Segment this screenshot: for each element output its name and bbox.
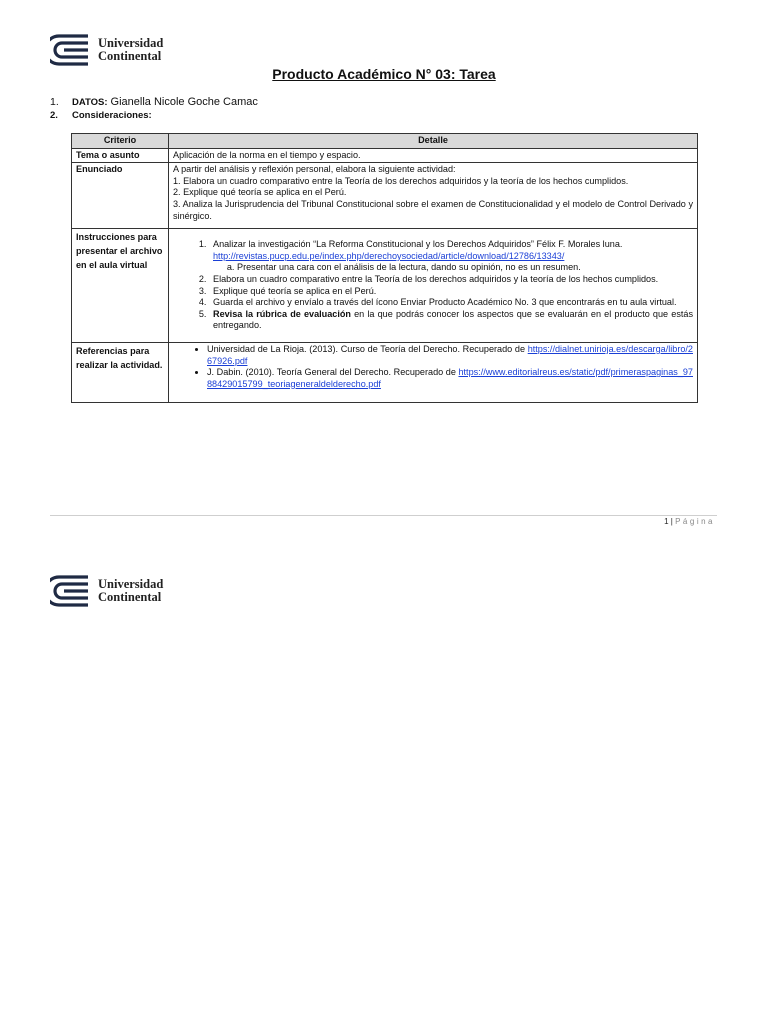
criterio-referencias: Referencias para realizar la actividad. — [72, 342, 169, 402]
logo-text-line2: Continental — [98, 590, 162, 604]
list-item: 3. Explique qué teoría se aplica en el Perú. — [209, 286, 693, 298]
reference-text: J. Dabin. (2010). Teoría General del Derecho. Recuperado de — [207, 367, 459, 378]
list-item: 2. Elabora un cuadro comparativo entre la Teoría de los derechos adquiridos y la teoría de los hechos cumplidos. — [209, 274, 693, 286]
page-separator: | — [668, 517, 676, 526]
instruction-text: en la que podrás conocer los aspectos que se evaluarán en el producto que estás entregando. — [213, 308, 693, 331]
dialnet-link[interactable]: https://dialnet.unirioja.es/descarga/libro/267926.pdf — [207, 343, 693, 366]
detalle-referencias — [169, 342, 698, 402]
references-list — [173, 344, 693, 390]
data-list — [50, 96, 258, 123]
editorialreus-link[interactable]: https://www.editorialreus.es/static/pdf/primeraspaginas_9788429015799_teoriageneraldelderecho.pdf — [207, 367, 693, 389]
detalle-instrucciones — [169, 229, 698, 343]
datos-label: DATOS: — [72, 97, 108, 108]
university-logo — [50, 33, 163, 67]
logo-text-line1: Universidad — [98, 577, 164, 591]
list-item — [207, 367, 693, 390]
enunciado-line: 1. Elabora un cuadro comparativo entre la Teoría de los derechos adquiridos y la teoría de los hechos cumplidos. — [173, 175, 629, 186]
list-number: 1. — [50, 96, 59, 108]
list-number: 2. — [50, 110, 58, 121]
enunciado-line: 2. Explique qué teoría se aplica en el Perú. — [173, 187, 347, 198]
sub-list — [213, 262, 693, 274]
reference-text: Universidad de La Rioja. (2013). Curso de Teoría del Derecho. Recuperado de — [207, 343, 528, 354]
table-row — [72, 148, 698, 163]
list-item-consideraciones — [50, 110, 258, 121]
criterio-enunciado: Enunciado — [72, 163, 169, 229]
list-item: 4. Guarda el archivo y envíalo a través del ícono Enviar Producto Académico No. 3 que encontrarás en tu aula virtual. — [209, 297, 693, 309]
student-name: Gianella Nicole Goche Camac — [110, 96, 258, 108]
page-label: Página — [675, 517, 715, 526]
pucp-article-link[interactable]: http://revistas.pucp.edu.pe/index.php/derechoysociedad/article/download/12786/13343/ — [213, 250, 565, 261]
list-item-datos — [50, 96, 258, 108]
page-number — [664, 517, 715, 526]
sub-list-item: a. Presentar una cara con el análisis de la lectura, dando su opinión, no es un resumen. — [237, 262, 693, 274]
instructions-list — [173, 239, 693, 332]
header-criterio: Criterio — [72, 134, 169, 149]
logo-text-line1: Universidad — [98, 36, 164, 50]
page-number-value: 1 — [664, 517, 669, 526]
consideraciones-label: Consideraciones: — [72, 110, 152, 121]
university-logo — [50, 574, 163, 608]
logo-mark-icon — [50, 574, 92, 608]
instruction-text: Analizar la investigación “La Reforma Constitucional y los Derechos Adquiridos” Félix F. Morales luna. — [213, 239, 623, 250]
logo-text-line2: Continental — [98, 49, 162, 63]
header-detalle: Detalle — [169, 134, 698, 149]
list-item — [207, 344, 693, 367]
detalle-tema: Aplicación de la norma en el tiempo y espacio. — [169, 148, 698, 163]
criteria-table — [71, 133, 698, 403]
table-row — [72, 163, 698, 229]
list-item — [209, 309, 693, 332]
logo-mark-icon — [50, 33, 92, 67]
criterio-instrucciones: Instrucciones para presentar el archivo en el aula virtual — [72, 229, 169, 343]
table-header-row — [72, 134, 698, 149]
list-item — [209, 239, 693, 274]
footer-divider — [50, 515, 717, 516]
rubrica-bold-text: Revisa la rúbrica de evaluación — [213, 308, 351, 319]
table-row — [72, 229, 698, 343]
table-row — [72, 342, 698, 402]
detalle-enunciado — [169, 163, 698, 229]
criterio-tema: Tema o asunto — [72, 148, 169, 163]
enunciado-line: A partir del análisis y reflexión personal, elabora la siguiente actividad: — [173, 164, 456, 175]
page-title: Producto Académico N° 03: Tarea — [272, 66, 496, 82]
enunciado-line: 3. Analiza la Jurisprudencia del Tribunal Constitucional sobre el examen de Constitucionalidad y el modelo de Control Derivado y sinérgico. — [173, 198, 693, 221]
